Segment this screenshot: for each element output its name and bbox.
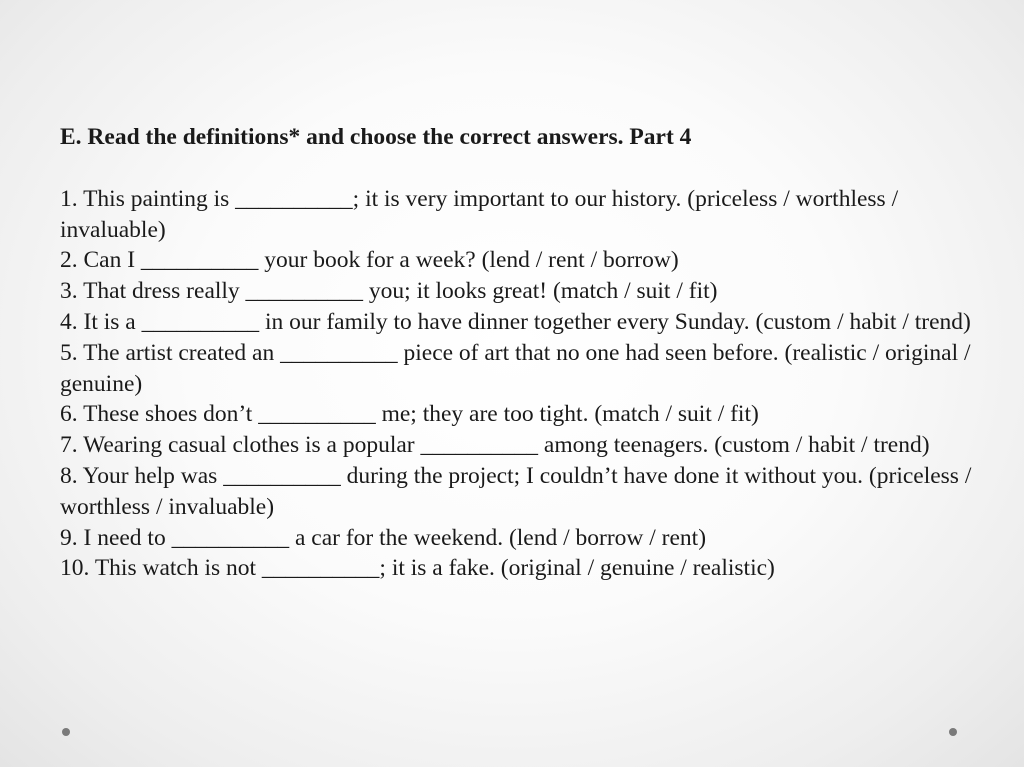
right-dot-decoration (949, 728, 957, 736)
question-item-9: 9. I need to __________ a car for the weekend. (lend / borrow / rent) (60, 524, 707, 551)
left-dot-decoration (62, 728, 70, 736)
question-item-1: 1. This painting is __________; it is very important to our history. (priceless / worthless / invaluable) (60, 185, 899, 243)
question-item-10: 10. This watch is not __________; it is a fake. (original / genuine / realistic) (60, 555, 775, 582)
question-item-6: 6. These shoes don’t __________ me; they are too tight. (match / suit / fit) (60, 401, 759, 428)
question-item-8: 8. Your help was __________ during the project; I couldn’t have done it without you. (priceless / worthless / invaluable) (60, 462, 972, 520)
question-item-2: 2. Can I __________ your book for a week? (lend / rent / borrow) (60, 247, 679, 274)
question-item-3: 3. That dress really __________ you; it looks great! (match / suit / fit) (60, 278, 718, 305)
spacer (60, 153, 990, 184)
question-item-4: 4. It is a __________ in our family to have dinner together every Sunday. (custom / habit / trend) (60, 308, 971, 335)
question-item-5: 5. The artist created an __________ piece of art that no one had seen before. (realistic / original / genuine) (60, 339, 971, 397)
slide-content (60, 122, 990, 584)
question-item-7: 7. Wearing casual clothes is a popular __________ among teenagers. (custom / habit / trend) (60, 432, 930, 459)
exercise-title: E. Read the definitions* and choose the correct answers. Part 4 (60, 124, 692, 150)
